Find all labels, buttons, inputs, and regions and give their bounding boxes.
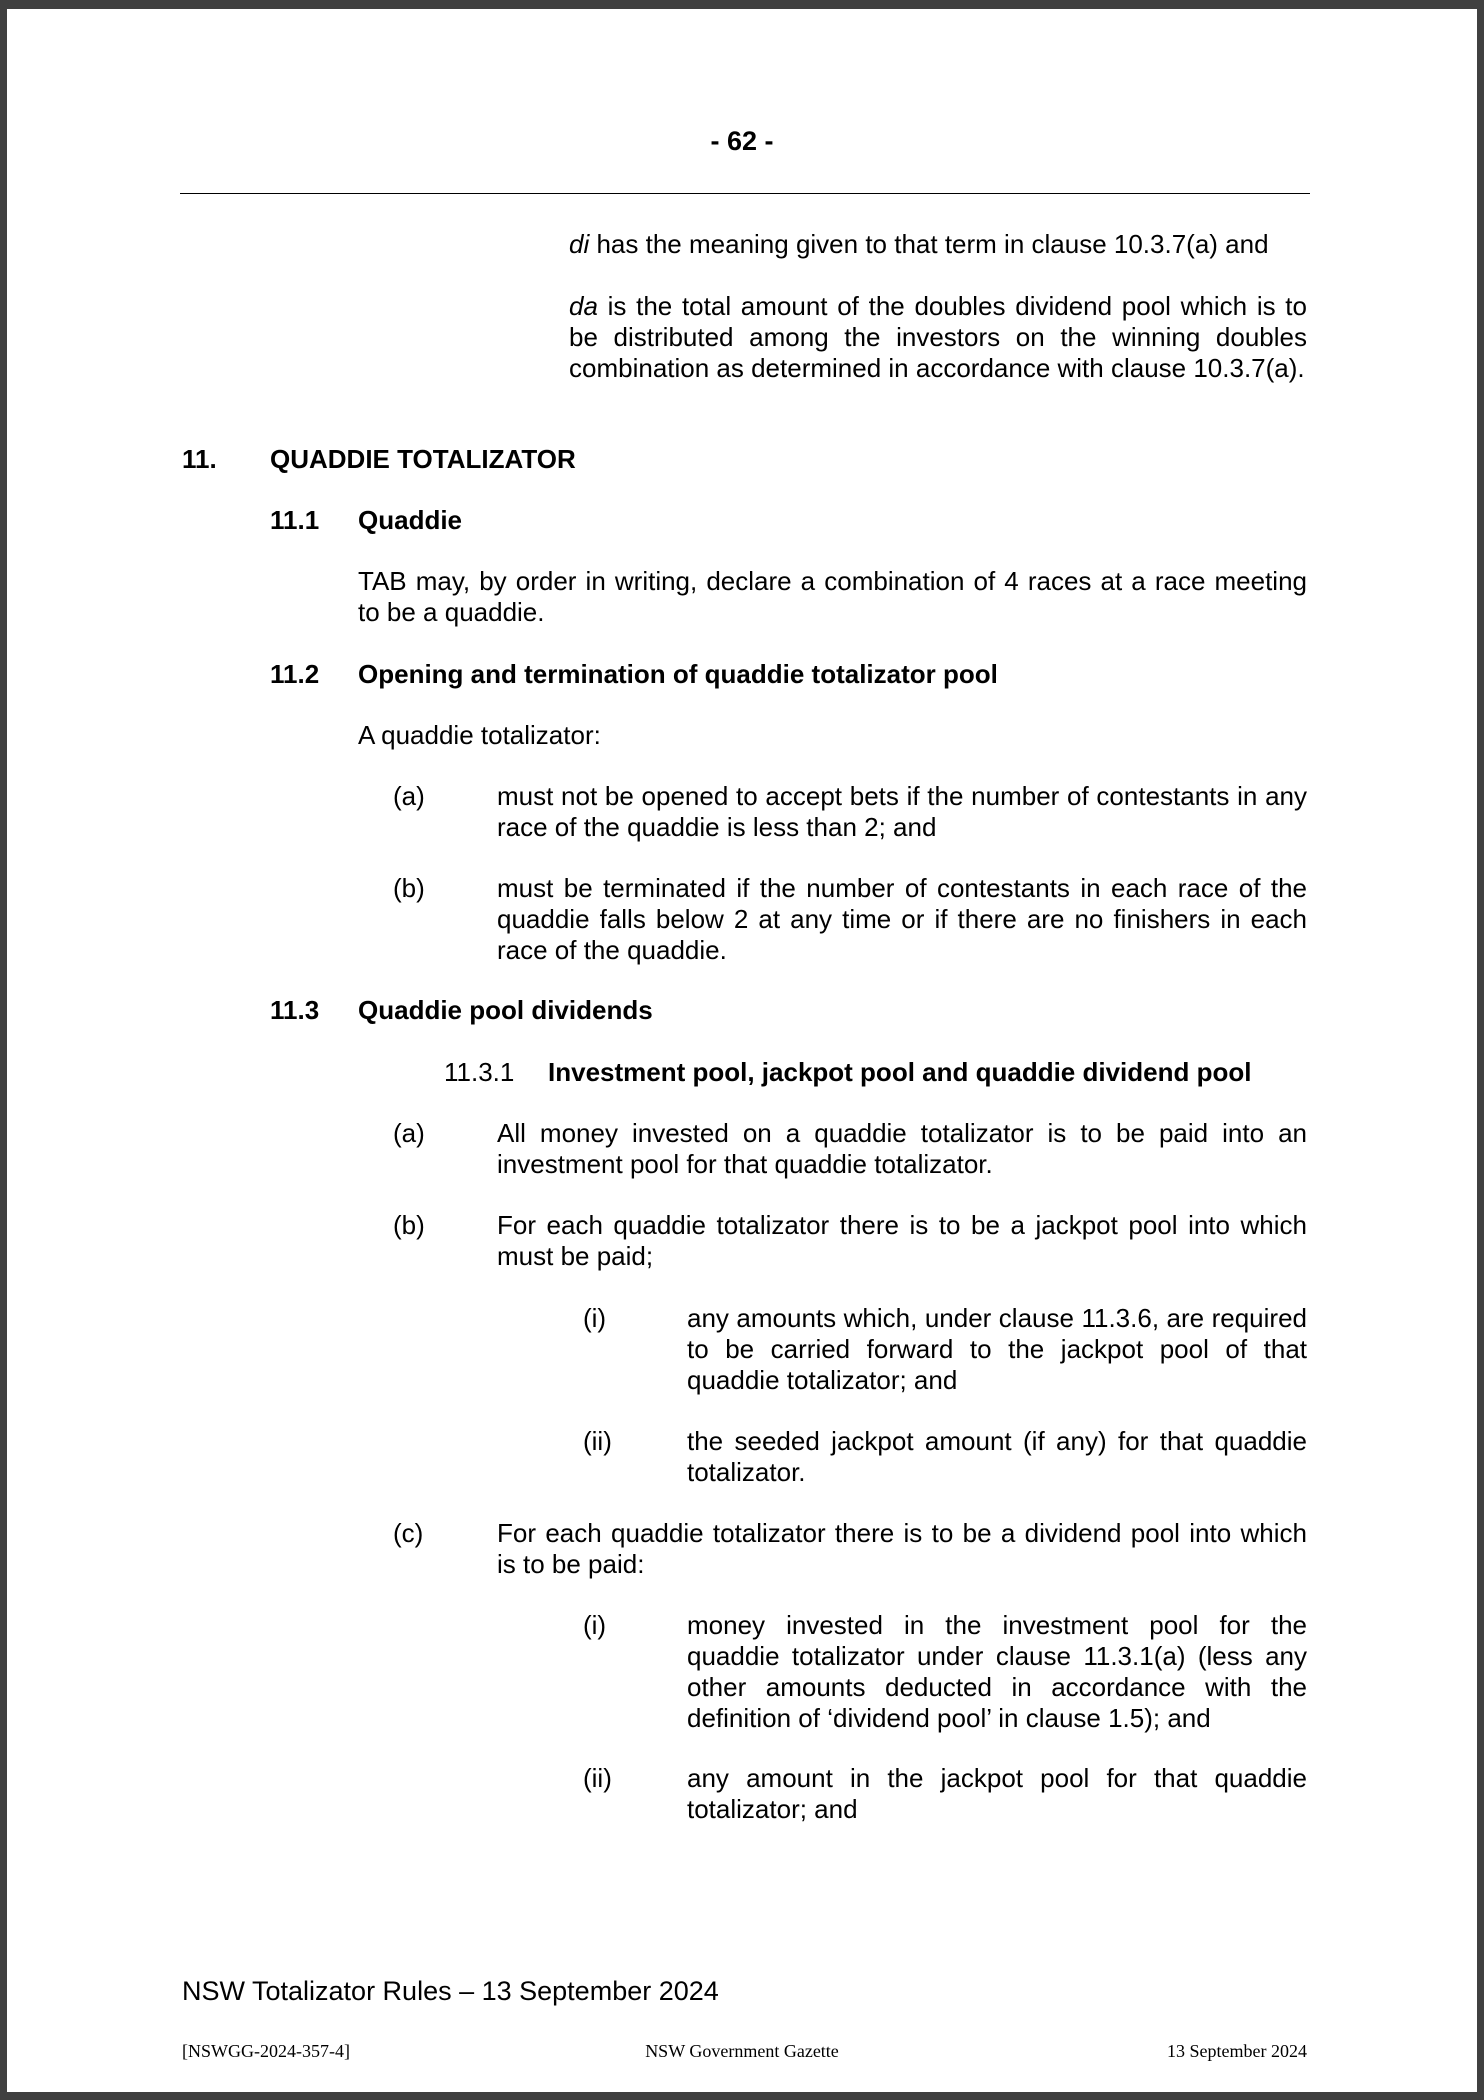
list-item: All money invested on a quaddie totalizator is to be paid into an investment pool for that quaddie totalizator. [497, 1118, 1307, 1179]
definition-di [569, 229, 1307, 260]
item-label: (a) [393, 1118, 425, 1148]
subitem-label: (i) [583, 1303, 607, 1333]
sub-list-item: the seeded jackpot amount (if any) for that quaddie totalizator. [687, 1426, 1307, 1487]
clause-number: 11.3.1 [444, 1057, 515, 1087]
subsection-title: Opening and termination of quaddie totalizator pool [358, 659, 998, 689]
clause-title: Investment pool, jackpot pool and quaddie dividend pool [548, 1057, 1252, 1087]
footer-date: 13 September 2024 [1167, 2041, 1307, 2061]
subitem-label: (i) [583, 1610, 607, 1640]
document-page [7, 9, 1477, 2092]
definition-da [569, 291, 1307, 384]
footer-gazette: NSW Government Gazette [645, 2041, 839, 2061]
sub-list-item: any amounts which, under clause 11.3.6, are required to be carried forward to the jackpot pool of that quaddie totalizator; and [687, 1303, 1307, 1395]
item-label: (b) [393, 1210, 425, 1240]
header-rule [180, 193, 1310, 194]
list-item: For each quaddie totalizator there is to be a dividend pool into which is to be paid: [497, 1518, 1307, 1579]
item-label: (c) [393, 1518, 424, 1548]
definition-text: is the total amount of the doubles dividend pool which is to be distributed among the investors on the winning doubles combination as determined in accordance with clause 10.3.7(a). [569, 291, 1307, 383]
footer-reference: [NSWGG-2024-357-4] [182, 2041, 350, 2061]
sub-list-item: money invested in the investment pool for the quaddie totalizator under clause 11.3.1(a) (less any other amounts deducted in accordance with the definition of ‘dividend pool’ in clause 1.5); and [687, 1610, 1307, 1733]
subsection-number: 11.3 [270, 995, 320, 1025]
item-label: (b) [393, 873, 425, 903]
paragraph: TAB may, by order in writing, declare a combination of 4 races at a race meeting to be a quaddie. [358, 566, 1307, 627]
list-item: must not be opened to accept bets if the number of contestants in any race of the quaddie is less than 2; and [497, 781, 1307, 842]
definition-term: da [569, 291, 598, 321]
paragraph: A quaddie totalizator: [358, 720, 601, 750]
subsection-number: 11.2 [270, 659, 320, 689]
definition-term: di [569, 229, 590, 259]
item-label: (a) [393, 781, 425, 811]
section-number: 11. [182, 444, 217, 474]
subitem-label: (ii) [583, 1763, 612, 1793]
section-title: QUADDIE TOTALIZATOR [270, 444, 576, 474]
subsection-title: Quaddie [358, 505, 463, 535]
footer-document-title: NSW Totalizator Rules – 13 September 2024 [182, 1976, 719, 2006]
list-item: must be terminated if the number of contestants in each race of the quaddie falls below 2 at any time or if there are no finishers in each race of the quaddie. [497, 873, 1307, 965]
subitem-label: (ii) [583, 1426, 612, 1456]
list-item: For each quaddie totalizator there is to be a jackpot pool into which must be paid; [497, 1210, 1307, 1271]
definition-text: has the meaning given to that term in clause 10.3.7(a) and [589, 229, 1269, 259]
subsection-number: 11.1 [270, 505, 320, 535]
sub-list-item: any amount in the jackpot pool for that quaddie totalizator; and [687, 1763, 1307, 1824]
subsection-title: Quaddie pool dividends [358, 995, 653, 1025]
page-number: - 62 - [710, 126, 774, 156]
